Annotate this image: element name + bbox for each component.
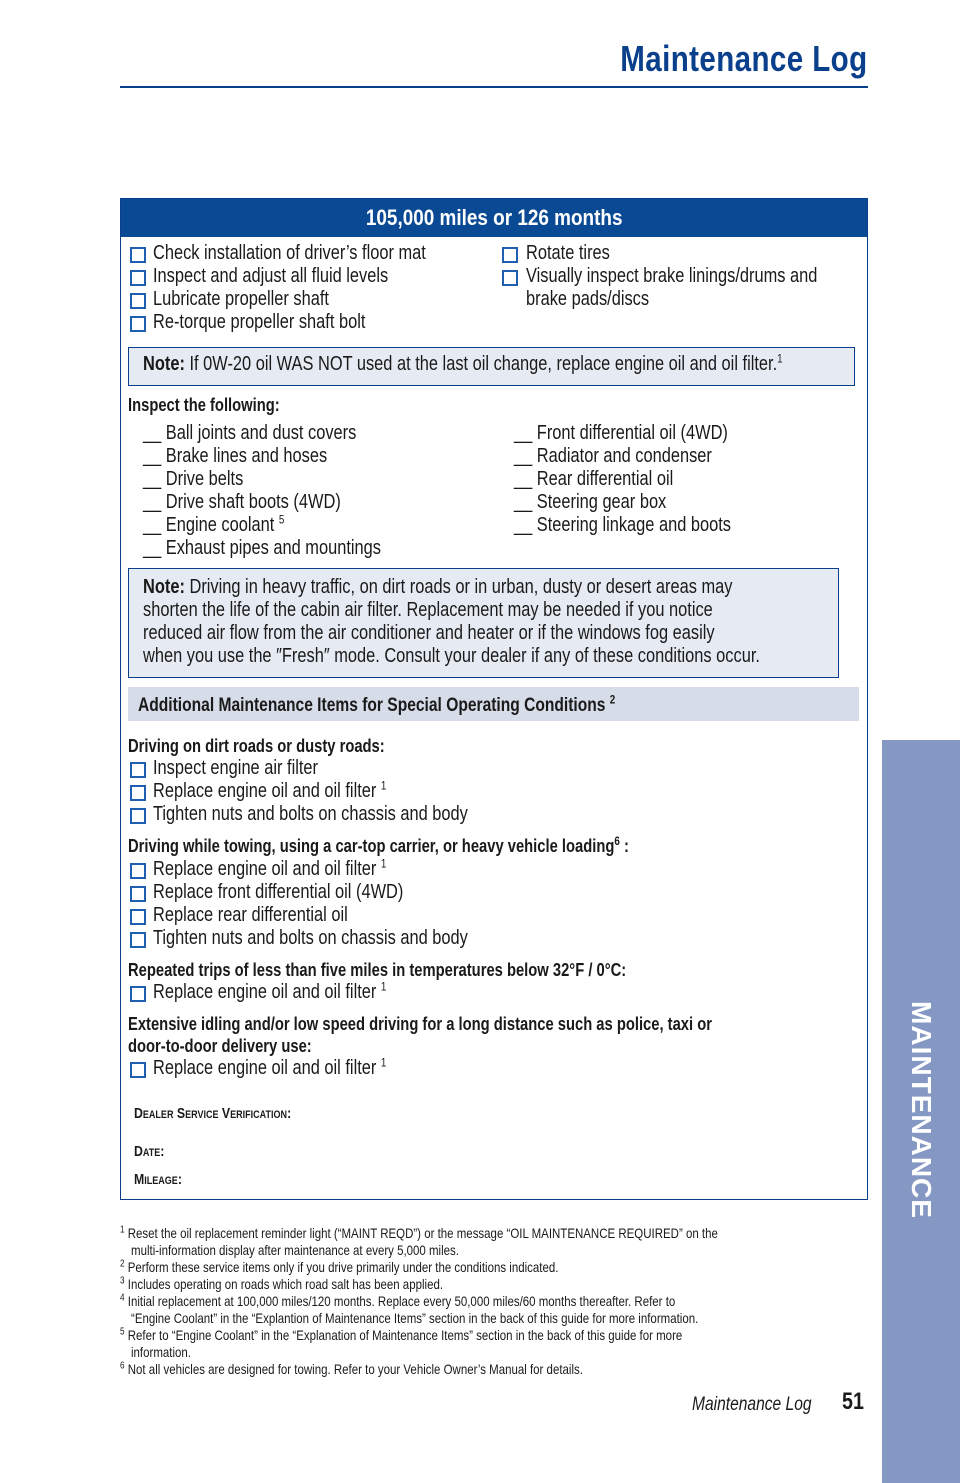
checklist-item: Check installation of driver’s floor mat bbox=[153, 242, 426, 264]
page-title: Maintenance Log bbox=[620, 38, 868, 79]
checkbox[interactable] bbox=[130, 316, 146, 332]
checklist-item: Inspect and adjust all fluid levels bbox=[153, 265, 389, 287]
footnote: $^6$ Not all vehicles are designed for towing. Refer to your Vehicle Owner’s Manual for details. bbox=[120, 1360, 583, 1377]
inspect-item: __ Exhaust pipes and mountings bbox=[143, 537, 381, 559]
inspect-heading: Inspect the following: bbox=[128, 395, 280, 415]
dirt-roads-heading: Driving on dirt roads or dusty roads: bbox=[128, 736, 385, 756]
footnote: $^4$ Initial replacement at 100,000 miles/120 months. Replace every 50,000 miles/60 months thereafter. Refer to bbox=[120, 1292, 676, 1309]
checkbox[interactable] bbox=[130, 932, 146, 948]
checklist-item: Replace engine oil and oil filter $^1$ bbox=[153, 856, 387, 880]
checkbox[interactable] bbox=[130, 863, 146, 879]
footnote-ref: 6 bbox=[614, 834, 620, 848]
interval-title: 105,000 miles or 126 months bbox=[365, 205, 623, 230]
checklist-item: Tighten nuts and bolts on chassis and body bbox=[153, 927, 468, 949]
footnote-ref: 5 bbox=[278, 512, 285, 527]
footnote-ref: 1 bbox=[380, 778, 387, 793]
inspect-item: __ Rear differential oil bbox=[514, 468, 674, 490]
checklist-item: Tighten nuts and bolts on chassis and body bbox=[153, 803, 468, 825]
footnote: $^2$ Perform these service items only if you drive primarily under the conditions indicated. bbox=[120, 1258, 559, 1275]
checklist-item: Lubricate propeller shaft bbox=[153, 288, 329, 310]
cabin-note-line: shorten the life of the cabin air filter. Replacement may be needed if you notice bbox=[143, 599, 713, 621]
short-trips-heading: Repeated trips of less than five miles in temperatures below 32°F / 0°C: bbox=[128, 960, 627, 980]
inspect-item: __ Front differential oil (4WD) bbox=[514, 422, 728, 444]
checklist-item: Inspect engine air filter bbox=[153, 757, 319, 779]
checklist-item: Replace engine oil and oil filter $^1$ bbox=[153, 979, 387, 1003]
checkbox[interactable] bbox=[130, 909, 146, 925]
special-conditions-title: Additional Maintenance Items for Special Operating Conditions $^2$ bbox=[138, 692, 616, 716]
inspect-item: __ Ball joints and dust covers bbox=[143, 422, 357, 444]
checklist-item-continued: brake pads/discs bbox=[526, 288, 650, 310]
cabin-note-line: Note: Driving in heavy traffic, on dirt roads or in urban, dusty or desert areas may bbox=[143, 576, 733, 598]
footnote: multi-information display after maintenance at every 5,000 miles. bbox=[131, 1242, 459, 1258]
checklist-item: Rotate tires bbox=[526, 242, 610, 264]
checkbox[interactable] bbox=[130, 986, 146, 1002]
footnote-ref: 1 bbox=[777, 351, 783, 366]
footer-section: Maintenance Log bbox=[692, 1394, 812, 1415]
oil-note-body: If 0W-20 oil WAS NOT used at the last oil change, replace engine oil and oil filter. bbox=[189, 353, 778, 375]
mileage-label: Mileage: bbox=[134, 1171, 182, 1188]
checkbox[interactable] bbox=[130, 808, 146, 824]
inspect-item: __ Radiator and condenser bbox=[514, 445, 712, 467]
idling-heading-cont: door-to-door delivery use: bbox=[128, 1036, 312, 1056]
checkbox[interactable] bbox=[130, 1062, 146, 1078]
footnote-ref: 2 bbox=[609, 692, 616, 707]
inspect-item: __ Steering gear box bbox=[514, 491, 667, 513]
checklist-item: Visually inspect brake linings/drums and bbox=[526, 265, 818, 287]
checkbox[interactable] bbox=[130, 247, 146, 263]
date-label: Date: bbox=[134, 1143, 165, 1160]
checklist-item: Replace rear differential oil bbox=[153, 904, 348, 926]
idling-heading: Extensive idling and/or low speed driving for a long distance such as police, taxi or bbox=[128, 1014, 712, 1034]
checklist-item: Replace engine oil and oil filter $^1$ bbox=[153, 778, 387, 802]
oil-note-text bbox=[143, 353, 923, 376]
footnote: information. bbox=[131, 1344, 191, 1360]
footnote: $^1$ Reset the oil replacement reminder light (“MAINT REQD”) or the message “OIL MAINTENANCE REQUIRED” on the bbox=[120, 1224, 718, 1241]
checkbox[interactable] bbox=[130, 785, 146, 801]
inspect-item: __ Drive shaft boots (4WD) bbox=[143, 491, 341, 513]
checkbox[interactable] bbox=[502, 247, 518, 263]
footnote: $^5$ Refer to “Engine Coolant” in the “Explanation of Maintenance Items” section in the back of this guide for more bbox=[120, 1326, 683, 1343]
inspect-item: __ Engine coolant $^5$ bbox=[143, 512, 285, 536]
checkbox[interactable] bbox=[130, 270, 146, 286]
note-label: Note: bbox=[143, 353, 185, 375]
checkbox[interactable] bbox=[130, 293, 146, 309]
towing-heading: Driving while towing, using a car-top carrier, or heavy vehicle loading$^6$ : bbox=[128, 834, 629, 856]
cabin-note-line: when you use the ″Fresh″ mode. Consult your dealer if any of these conditions occur. bbox=[143, 645, 760, 667]
checklist-item: Replace front differential oil (4WD) bbox=[153, 881, 404, 903]
footnote-ref: 1 bbox=[380, 856, 387, 871]
dealer-verification-label: Dealer Service Verification: bbox=[134, 1105, 292, 1122]
note-label: Note: bbox=[143, 576, 185, 598]
footnote-ref: 1 bbox=[380, 979, 387, 994]
footnote: “Engine Coolant” in the “Explantion of Maintenance Items” section in the back of this guide for more information. bbox=[131, 1310, 699, 1326]
footnote-ref: 1 bbox=[380, 1055, 387, 1070]
inspect-item: __ Steering linkage and boots bbox=[514, 514, 732, 536]
checkbox[interactable] bbox=[502, 270, 518, 286]
checkbox[interactable] bbox=[130, 762, 146, 778]
checklist-item: Re-torque propeller shaft bolt bbox=[153, 311, 366, 333]
title-divider bbox=[120, 86, 868, 88]
side-tab-label: MAINTENANCE bbox=[906, 1001, 937, 1219]
checkbox[interactable] bbox=[130, 886, 146, 902]
inspect-item: __ Brake lines and hoses bbox=[143, 445, 328, 467]
checklist-item: Replace engine oil and oil filter $^1$ bbox=[153, 1055, 387, 1079]
footnote: $^3$ Includes operating on roads which road salt has been applied. bbox=[120, 1275, 444, 1292]
inspect-item: __ Drive belts bbox=[143, 468, 244, 490]
cabin-note-line: reduced air flow from the air conditioner and heater or if the windows fog easily bbox=[143, 622, 715, 644]
page-number: 51 bbox=[842, 1388, 864, 1415]
interval-header bbox=[121, 199, 867, 237]
